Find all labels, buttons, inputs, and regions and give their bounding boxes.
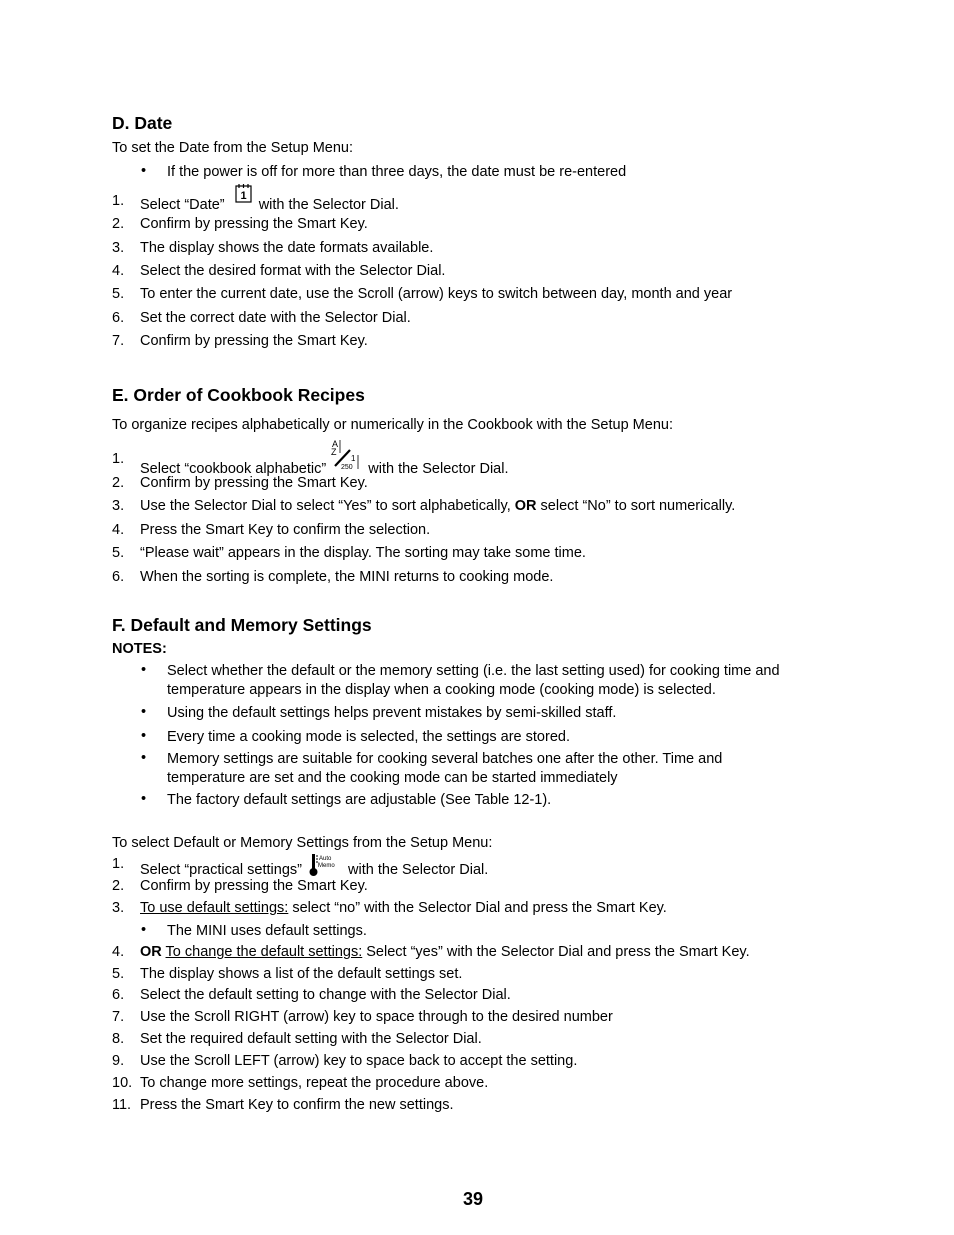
step-number: 4.: [112, 263, 125, 279]
date-intro: To set the Date from the Setup Menu:: [112, 140, 353, 156]
note-item: Using the default settings helps prevent mistakes by semi-skilled staff.: [167, 705, 617, 721]
bullet: •: [141, 750, 147, 766]
sort-icon-number-250: 250: [341, 464, 353, 470]
cookbook-step-1: Select “cookbook alphabetic” A Z 1 250 with the Selector Dial.: [140, 439, 509, 477]
sort-icon-letter-a: A: [332, 439, 339, 449]
icon-memo-label: Memo: [318, 863, 335, 869]
sort-az-icon: [330, 438, 360, 474]
date-step-6: Set the correct date with the Selector Dial.: [140, 310, 411, 326]
step-number: 8.: [112, 1031, 125, 1047]
defaults-intro: To select Default or Memory Settings from the Setup Menu:: [112, 835, 493, 851]
cookbook-step-4: Press the Smart Key to confirm the selection.: [140, 522, 431, 538]
date-step-2: Confirm by pressing the Smart Key.: [140, 216, 368, 232]
thermometer-icon-graphic: [308, 853, 340, 877]
icon-auto-label: Auto: [319, 856, 332, 862]
step-number: 9.: [112, 1053, 125, 1069]
step-3-sub-note: The MINI uses default settings.: [167, 923, 367, 939]
defaults-step-9: Use the Scroll LEFT (arrow) key to space back to accept the setting.: [140, 1053, 578, 1069]
sort-icon-number-1: 1: [351, 454, 356, 463]
date-note: If the power is off for more than three days, the date must be re-entered: [167, 164, 627, 180]
step-number: 3.: [112, 498, 125, 514]
defaults-step-4: OR To change the default settings: Select “yes” with the Selector Dial and press the Smart Key.: [140, 944, 750, 960]
step-number: 1.: [112, 451, 125, 467]
calendar-icon-graphic: [235, 183, 252, 203]
date-step-1: Select “Date” 1 with the Selector Dial.: [140, 185, 399, 209]
thermometer-auto-memo-icon: [308, 853, 340, 881]
bullet: •: [141, 728, 147, 744]
bullet: •: [141, 791, 147, 807]
step-number: 1.: [112, 193, 125, 209]
step-number: 2.: [112, 475, 125, 491]
bullet: •: [141, 662, 147, 678]
section-heading-defaults: F. Default and Memory Settings: [112, 615, 372, 635]
defaults-step-7: Use the Scroll RIGHT (arrow) key to space through to the desired number: [140, 1009, 613, 1025]
note-item: Select whether the default or the memory setting (i.e. the last setting used) for cooking time and temperature appears in the display when a cooking mode (cooking mode) is selected.: [167, 663, 780, 698]
note-item: The factory default settings are adjustable (See Table 12-1).: [167, 792, 552, 808]
step-number: 7.: [112, 333, 125, 349]
calendar-icon-number: 1: [240, 190, 247, 202]
date-step-7: Confirm by pressing the Smart Key.: [140, 333, 368, 349]
step-number: 4.: [112, 522, 125, 538]
cookbook-intro: To organize recipes alphabetically or numerically in the Cookbook with the Setup Menu:: [112, 417, 673, 433]
step-number: 3.: [112, 900, 125, 916]
cookbook-step-2: Confirm by pressing the Smart Key.: [140, 475, 368, 491]
notes-label: NOTES:: [112, 641, 167, 657]
defaults-step-5: The display shows a list of the default settings set.: [140, 966, 463, 982]
step-number: 1.: [112, 856, 125, 872]
defaults-step-2: Confirm by pressing the Smart Key.: [140, 878, 368, 894]
section-heading-cookbook: E. Order of Cookbook Recipes: [112, 385, 365, 405]
defaults-step-8: Set the required default setting with the Selector Dial.: [140, 1031, 482, 1047]
cookbook-step-3: Use the Selector Dial to select “Yes” to sort alphabetically, OR select “No” to sort numerically.: [140, 498, 736, 514]
bullet: •: [141, 704, 147, 720]
step-number: 6.: [112, 310, 125, 326]
bullet: •: [141, 922, 147, 938]
step-number: 3.: [112, 240, 125, 256]
section-heading-date: D. Date: [112, 113, 173, 133]
step-number: 2.: [112, 878, 125, 894]
cookbook-step-5: “Please wait” appears in the display. The sorting may take some time.: [140, 545, 586, 561]
step-number: 10.: [112, 1075, 133, 1091]
step-number: 5.: [112, 966, 125, 982]
step-number: 11.: [112, 1097, 132, 1113]
date-step-4: Select the desired format with the Selector Dial.: [140, 263, 446, 279]
defaults-step-10: To change more settings, repeat the procedure above.: [140, 1075, 489, 1091]
defaults-step-6: Select the default setting to change with the Selector Dial.: [140, 987, 511, 1003]
bullet: •: [141, 163, 147, 179]
calendar-icon: [235, 183, 252, 207]
step-number: 2.: [112, 216, 125, 232]
note-item: Memory settings are suitable for cooking several batches one after the other. Time and temperature are set and the cooking mode can be started immediately: [167, 751, 723, 786]
page-number: 39: [463, 1189, 484, 1209]
step-number: 4.: [112, 944, 125, 960]
defaults-step-1: Select “practical settings” Auto Memo with the Selector Dial.: [140, 853, 488, 881]
step-number: 6.: [112, 569, 125, 585]
step-number: 7.: [112, 1009, 125, 1025]
defaults-step-3: To use default settings: select “no” with the Selector Dial and press the Smart Key.: [140, 900, 667, 916]
cookbook-step-6: When the sorting is complete, the MINI returns to cooking mode.: [140, 569, 554, 585]
date-step-5: To enter the current date, use the Scroll (arrow) keys to switch between day, month and year: [140, 286, 733, 302]
sort-az-icon-graphic: [330, 438, 360, 470]
note-item: Every time a cooking mode is selected, the settings are stored.: [167, 729, 570, 745]
defaults-step-11: Press the Smart Key to confirm the new settings.: [140, 1097, 454, 1113]
step-number: 5.: [112, 286, 125, 302]
date-step-3: The display shows the date formats available.: [140, 240, 434, 256]
step-number: 5.: [112, 545, 125, 561]
sort-icon-letter-z: Z: [331, 447, 337, 457]
step-number: 6.: [112, 987, 125, 1003]
